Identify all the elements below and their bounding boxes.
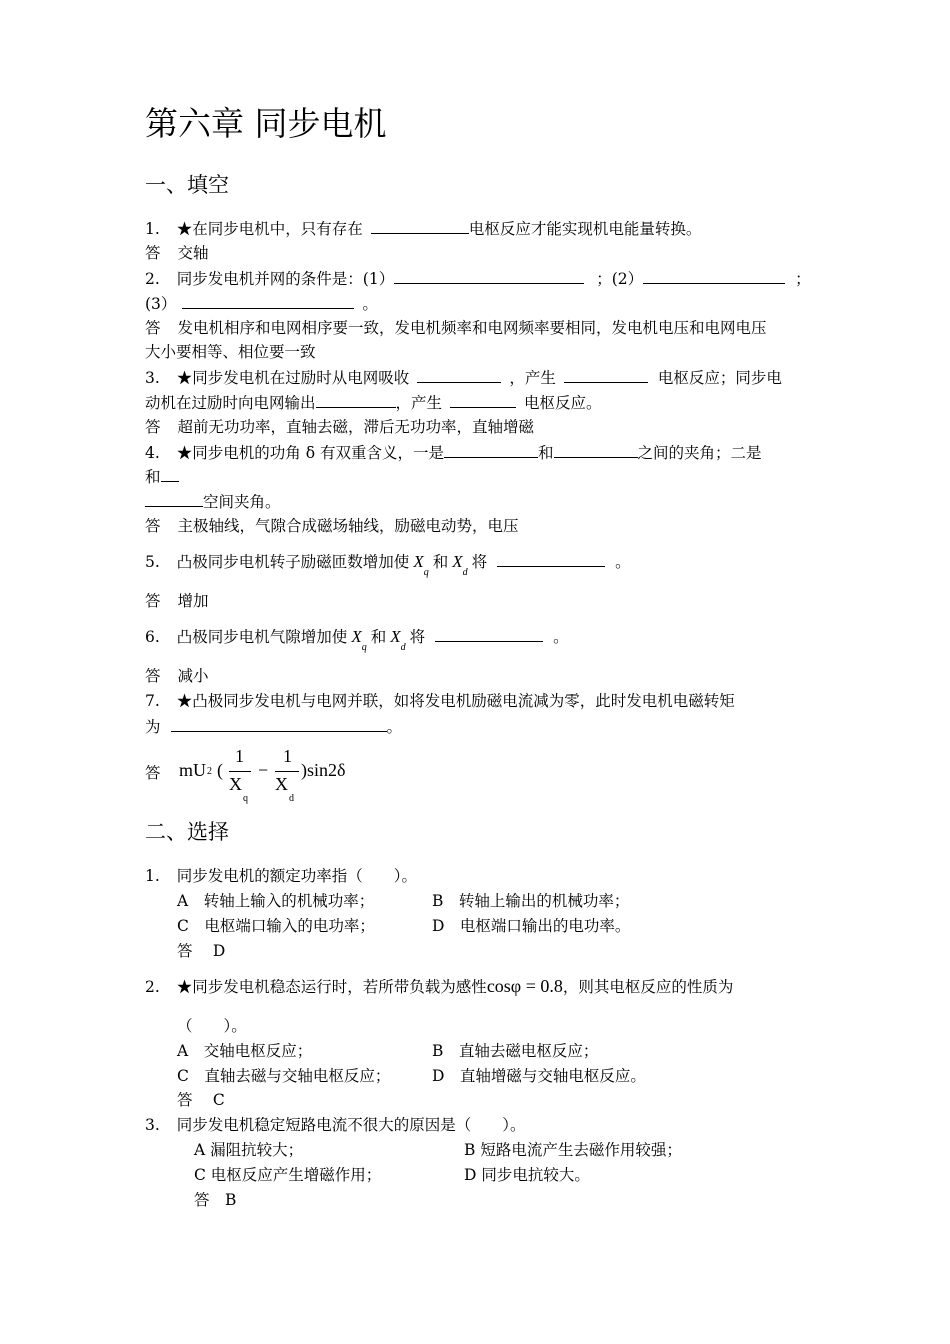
fill-answer-5: 答 增加 (145, 592, 209, 610)
fill-question-3-cont: 动机在过励时向电网输出 ，产生 电枢反应。 (145, 394, 602, 412)
fill-question-2-cont: (3） 。 (145, 295, 378, 313)
formula-denominator-x2: X (275, 774, 288, 794)
section-title-fill-in: 一、填空 (145, 173, 229, 197)
choice-question-2: 2. ★同步发电机稳态运行时，若所带负载为感性cosφ = 0.8，则其电枢反应的性质为 (145, 976, 734, 996)
fill-answer-2: 答 发电机相序和电网相序要一致，发电机频率和电网频率要相同，发电机电压和电网电压 (145, 319, 767, 337)
choice-2-option-a: A 交轴电枢反应； (177, 1042, 313, 1060)
fill-question-6: 6. 凸极同步电机气隙增加使 $X_q$和 $X_d$将 。 (145, 627, 569, 653)
answer-blank (161, 466, 179, 482)
reactance-xq: X (351, 627, 362, 646)
answer-blank (444, 442, 538, 458)
answer-blank (171, 716, 387, 732)
answer-blank (497, 551, 605, 567)
formula-numerator-1: 1 (235, 746, 244, 766)
choice-3-option-a: A 漏阻抗较大； (194, 1141, 304, 1159)
fill-question-2: 2. 同步发电机并网的条件是：(1） ；(2） ； (145, 270, 811, 288)
reactance-xq: X (413, 552, 424, 571)
fill-question-5: 5. 凸极同步电机转子励磁匝数增加使 $X_q$和 $X_d$将 。 (145, 552, 631, 578)
answer-blank (417, 367, 501, 383)
answer-blank (316, 392, 396, 408)
choice-question-1: 1. 同步发电机的额定功率指（ ）。 (145, 867, 418, 885)
formula-denominator-x1: X (229, 774, 242, 794)
fill-answer-3: 答 超前无功功率，直轴去磁，滞后无功功率，直轴增磁 (145, 418, 535, 436)
section-title-choice: 二、选择 (145, 820, 229, 844)
choice-3-option-c: C 电枢反应产生增磁作用； (194, 1166, 382, 1184)
answer-blank (182, 293, 354, 309)
choice-2-option-b: B 直轴去磁电枢反应； (432, 1042, 599, 1060)
choice-1-option-c: C 电枢端口输入的电功率； (177, 917, 375, 935)
fill-answer-4: 答 主极轴线，气隙合成磁场轴线，励磁电动势，电压 (145, 517, 519, 535)
fraction-bar-2 (275, 771, 299, 772)
choice-answer-3: 答 B (194, 1191, 237, 1209)
choice-3-option-b: B 短路电流产生去磁作用较强； (464, 1141, 682, 1159)
choice-1-option-d: D 电枢端口输出的电功率。 (432, 917, 631, 935)
fill-answer-1: 答 交轴 (145, 244, 209, 262)
choice-question-3: 3. 同步发电机稳定短路电流不很大的原因是（ ）。 (145, 1116, 526, 1134)
choice-2-paren: （ ）。 (177, 1017, 247, 1035)
answer-blank (371, 218, 469, 234)
answer-blank (643, 268, 785, 284)
answer-blank (554, 442, 638, 458)
answer-blank (145, 491, 203, 507)
fill-question-3: 3. ★同步发电机在过励时从电网吸收 ，产生 电枢反应；同步电 (145, 369, 782, 387)
fill-question-4: 4. ★同步电机的功角 δ 有双重含义，一是 和 之间的夹角；二是 (145, 444, 762, 462)
reactance-xd: X (452, 552, 463, 571)
formula-exponent: 2 (207, 766, 212, 777)
answer-blank (450, 392, 516, 408)
fill-question-1: 1. ★在同步电机中，只有存在 电枢反应才能实现机电能量转换。 (145, 220, 702, 238)
answer-label: 答 (145, 764, 161, 782)
formula-subscript-q: q (243, 793, 248, 804)
formula-minus: − (258, 760, 269, 780)
formula-subscript-d: d (289, 793, 294, 804)
choice-3-option-d: D 同步电抗较大。 (464, 1166, 590, 1184)
choice-answer-1: 答 D (177, 942, 226, 960)
answer-blank (394, 268, 584, 284)
fill-question-4-cont2: 空间夹角。 (145, 491, 281, 512)
reactance-xd: X (390, 627, 401, 646)
answer-blank (564, 367, 648, 383)
fraction-bar-1 (229, 771, 251, 772)
answer-formula (145, 748, 405, 804)
choice-1-option-b: B 转轴上输出的机械功率； (432, 892, 630, 910)
power-factor: cosφ = 0.8 (486, 976, 563, 996)
formula-tail: )sin2δ (301, 760, 346, 780)
choice-2-option-d: D 直轴增磁与交轴电枢反应。 (432, 1067, 646, 1085)
answer-blank (435, 626, 543, 642)
choice-1-option-a: A 转轴上输入的机械功率； (177, 892, 375, 910)
fill-question-7: 7. ★凸极同步发电机与电网并联，如将发电机励磁电流减为零，此时发电机电磁转矩 (145, 692, 735, 710)
choice-2-option-c: C 直轴去磁与交轴电枢反应； (177, 1067, 391, 1085)
formula-lparen: ( (217, 760, 223, 780)
choice-answer-2: 答 C (177, 1091, 225, 1109)
fill-answer-2-cont: 大小要相等、相位要一致 (145, 343, 316, 361)
fill-answer-6: 答 减小 (145, 667, 209, 685)
formula-numerator-2: 1 (283, 746, 292, 766)
formula-mu: mU (179, 760, 206, 780)
chapter-title: 第六章 同步电机 (145, 104, 387, 143)
fill-question-7-cont: 为 。 (145, 718, 403, 736)
fill-question-4-cont: 和 (145, 466, 179, 487)
